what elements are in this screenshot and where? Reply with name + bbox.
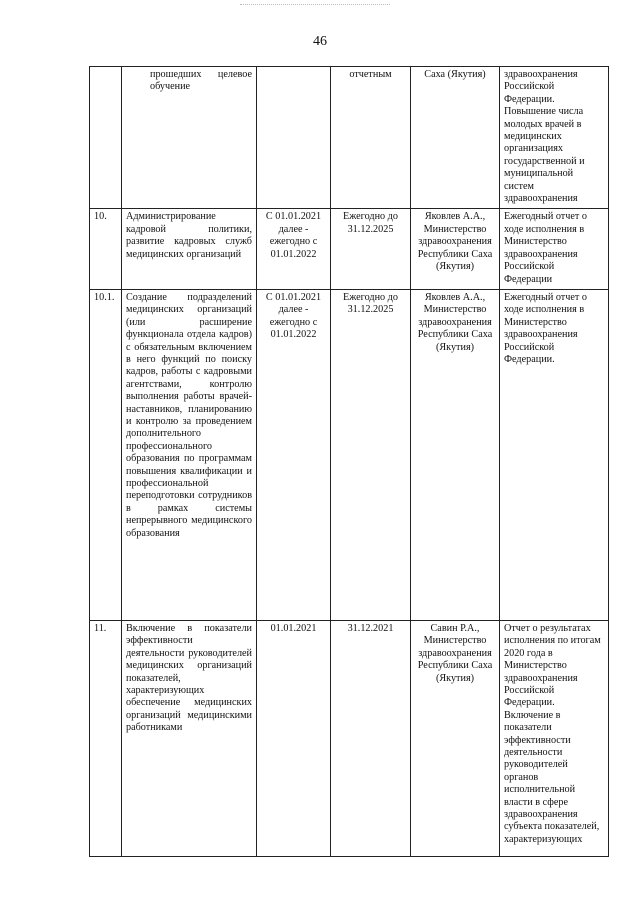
start-date-cell: С 01.01.2021 далее - ежегодно с 01.01.2022: [257, 209, 331, 289]
row-number-cell: [90, 67, 122, 209]
table-row: [90, 67, 609, 209]
result-cell: Ежегодный отчет о ходе исполнения в Министерство здравоохранения Российской Федерации: [500, 209, 609, 289]
result-cell: Ежегодный отчет о ходе исполнения в Министерство здравоохранения Российской Федерации.: [500, 289, 609, 620]
row-number-cell: 10.1.: [90, 289, 122, 620]
end-date-cell: отчетным: [331, 67, 411, 209]
table-row: [90, 289, 609, 620]
top-scan-mark: [240, 4, 390, 8]
plan-table: [89, 66, 609, 857]
activity-cell: прошедших целевое обучение: [122, 67, 257, 209]
activity-cell: Администрирование кадровой политики, развитие кадровых служб медицинских организаций: [122, 209, 257, 289]
start-date-cell: [257, 67, 331, 209]
responsible-cell: Саха (Якутия): [411, 67, 500, 209]
row-number-cell: 11.: [90, 620, 122, 856]
result-cell: здравоохранения Российской Федерации. Повышение числа молодых врачей в медицинских организациях государственной и муниципальной систем здравоохранения: [500, 67, 609, 209]
result-cell: Отчет о результатах исполнения по итогам 2020 года в Министерство здравоохранения Российской Федерации. Включение в показатели эффективности деятельности руководителей органов исполнительной власти в сфере здравоохранения субъекта показателей, характеризующих: [500, 620, 609, 856]
activity-cell: Включение в показатели эффективности деятельности руководителей медицинских организаций показателей, характеризующих обеспечение медицинских организаций медицинскими работниками: [122, 620, 257, 856]
end-date-cell: 31.12.2021: [331, 620, 411, 856]
table-row: [90, 620, 609, 856]
end-date-cell: Ежегодно до 31.12.2025: [331, 289, 411, 620]
responsible-cell: Яковлев А.А., Министерство здравоохранения Республики Саха (Якутия): [411, 209, 500, 289]
responsible-cell: Савин Р.А., Министерство здравоохранения Республики Саха (Якутия): [411, 620, 500, 856]
start-date-cell: С 01.01.2021 далее - ежегодно с 01.01.2022: [257, 289, 331, 620]
row-number-cell: 10.: [90, 209, 122, 289]
start-date-cell: 01.01.2021: [257, 620, 331, 856]
page-number: 46: [313, 34, 327, 49]
end-date-cell: Ежегодно до 31.12.2025: [331, 209, 411, 289]
activity-cell: Создание подразделений медицинских организаций (или расширение функционала отдела кадров) с обязательным включением в него функций по поиску кадров, работы с кадровыми агентствами, контролю выполнения работы врачей-наставников, планированию и контролю за проведением дополнительного профессионального образования по программам повышения квалификации и профессиональной переподготовки сотрудников в рамках системы непрерывного медицинского образования: [122, 289, 257, 620]
table-row: [90, 209, 609, 289]
responsible-cell: Яковлев А.А., Министерство здравоохранения Республики Саха (Якутия): [411, 289, 500, 620]
